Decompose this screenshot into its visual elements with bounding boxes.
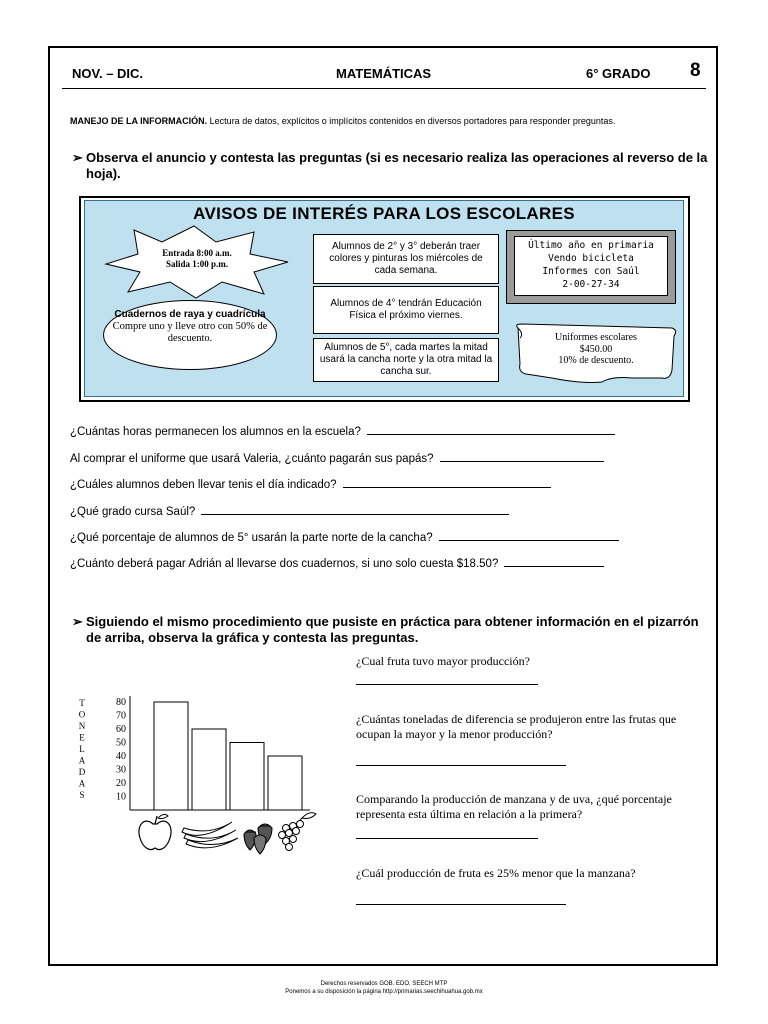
- question-5-text: ¿Qué porcentaje de alumnos de 5° usarán la parte norte de la cancha?: [70, 532, 433, 544]
- answer-line-4[interactable]: [201, 504, 509, 515]
- question-4-text: ¿Qué grado cursa Saúl?: [70, 506, 196, 518]
- bar-uva: [268, 756, 302, 810]
- y-axis-label-letter: L: [79, 744, 85, 754]
- fruit-production-chart: [60, 686, 350, 862]
- schedule-exit: Salida 1:00 p.m.: [165, 259, 228, 269]
- y-tick-label: 30: [116, 764, 126, 776]
- notebook-offer: [103, 300, 277, 370]
- graph-answer-line-2[interactable]: [356, 765, 566, 766]
- y-axis-label: [79, 698, 86, 800]
- notice-grade-2-3: Alumnos de 2° y 3° deberán traer colores y pinturas los miércoles de cada semana.: [313, 234, 499, 284]
- banana-icon: [182, 822, 238, 848]
- footer-copyright: Derechos reservados GOB. EDO. SEECH MTP: [320, 981, 448, 987]
- y-axis-label-letter: O: [78, 709, 86, 720]
- header-subject: MATEMÁTICAS: [336, 66, 432, 81]
- subtitle-topic: MANEJO DE LA INFORMACIÓN.: [70, 116, 208, 126]
- bar-plátano: [192, 729, 226, 810]
- y-tick-label: 60: [116, 724, 126, 735]
- apple-icon: [139, 814, 171, 849]
- answer-line-1[interactable]: [367, 424, 615, 435]
- instruction-2: [72, 614, 708, 646]
- grapes-icon: [279, 813, 317, 851]
- footer-website: Ponemos a su disposición la página http://primarias.seechihuahua.gob.mx: [285, 989, 483, 995]
- y-axis-label-letter: N: [78, 721, 86, 731]
- header-period: NOV. – DIC.: [72, 66, 144, 81]
- instruction-2-text: Siguiendo el mismo procedimiento que pusiste en práctica para obtener información en el pizarrón de arriba, observa la gráfica y contesta las preguntas.: [86, 614, 699, 645]
- question-1: [70, 424, 615, 438]
- y-ticks: [116, 697, 126, 803]
- bar-fresa: [230, 743, 264, 811]
- y-axis-label-letter: S: [79, 790, 85, 800]
- question-2-text: Al comprar el uniforme que usará Valeria, ¿cuánto pagarán sus papás?: [70, 453, 434, 465]
- schedule-text: [104, 248, 290, 270]
- bar-manzana: [154, 702, 188, 810]
- y-tick-label: 70: [116, 710, 126, 722]
- schedule-entry: Entrada 8:00 a.m.: [162, 248, 232, 258]
- bicycle-ad-line2: Vendo bicicleta: [548, 253, 634, 264]
- instruction-1-text: Observa el anuncio y contesta las preguntas (si es necesario realiza las operaciones al reverso de la hoja).: [86, 150, 708, 181]
- instruction-1: [72, 150, 708, 182]
- y-tick-label: 10: [116, 791, 126, 803]
- bars: [154, 702, 302, 810]
- subtitle: [70, 116, 615, 126]
- graph-answer-line-4[interactable]: [356, 904, 566, 905]
- y-axis-label-letter: D: [78, 767, 86, 777]
- header-divider: [62, 88, 706, 89]
- graph-answer-line-1[interactable]: [356, 684, 538, 685]
- question-1-text: ¿Cuántas horas permanecen los alumnos en la escuela?: [70, 426, 361, 438]
- y-axis-label-letter: E: [79, 732, 85, 743]
- graph-question-3: Comparando la producción de manzana y de uva, ¿qué porcentaje representa esta última en relación a la primera?: [356, 792, 672, 821]
- page-number: 8: [690, 60, 701, 81]
- bicycle-ad-line3: Informes con Saúl: [542, 266, 640, 277]
- subtitle-description: Lectura de datos, explícitos o implícitos contenidos en diversos portadores para responder preguntas.: [207, 116, 616, 126]
- graph-question-2: ¿Cuántas toneladas de diferencia se produjeron entre las frutas que ocupan la mayor y la menor producción?: [356, 712, 677, 741]
- bicycle-ad: [514, 236, 668, 296]
- header-grade: 6° GRADO: [586, 66, 651, 81]
- uniform-ad: [516, 332, 676, 367]
- y-axis-label-letter: A: [78, 778, 86, 789]
- notebook-offer-body: Compre uno y lleve otro con 50% de descuento.: [112, 321, 268, 344]
- y-tick-label: 50: [116, 737, 126, 749]
- fruit-icons: [139, 813, 316, 854]
- answer-line-5[interactable]: [439, 530, 619, 541]
- bicycle-ad-line4: 2-00-27-34: [562, 279, 620, 290]
- uniform-ad-discount: 10% de descuento.: [558, 355, 634, 366]
- y-tick-label: 40: [116, 751, 126, 762]
- answer-line-6[interactable]: [504, 556, 604, 567]
- answer-line-2[interactable]: [440, 451, 604, 462]
- strawberry-icon: [244, 824, 272, 854]
- y-tick-label: 80: [116, 697, 126, 708]
- y-axis-label-letter: A: [78, 755, 86, 766]
- question-3: [70, 477, 551, 491]
- notice-grade-5: Alumnos de 5°, cada martes la mitad usará la cancha norte y la otra mitad la cancha sur.: [313, 338, 499, 382]
- uniform-ad-line1: Uniformes escolares: [555, 332, 637, 343]
- y-axis-label-letter: T: [79, 698, 85, 708]
- answer-line-3[interactable]: [343, 477, 551, 488]
- bicycle-ad-line1: Último año en primaria: [528, 240, 654, 251]
- question-6-text: ¿Cuánto deberá pagar Adrián al llevarse dos cuadernos, si uno solo cuesta $18.50?: [70, 558, 499, 570]
- arrow-icon: ➢: [72, 614, 83, 629]
- uniform-ad-price: $450.00: [579, 343, 613, 355]
- notice-grade-4: Alumnos de 4° tendrán Educación Física el próximo viernes.: [313, 286, 499, 334]
- question-4: [70, 504, 509, 518]
- y-tick-label: 20: [116, 778, 126, 789]
- notebook-offer-title: Cuadernos de raya y cuadrícula: [114, 309, 266, 320]
- graph-question-4: ¿Cuál producción de fruta es 25% menor que la manzana?: [356, 866, 636, 880]
- graph-question-1: ¿Cual fruta tuvo mayor producción?: [356, 654, 530, 668]
- board-title: AVISOS DE INTERÉS PARA LOS ESCOLARES: [193, 204, 575, 223]
- question-6: [70, 556, 604, 570]
- question-5: [70, 530, 619, 544]
- question-3-text: ¿Cuáles alumnos deben llevar tenis el día indicado?: [70, 479, 337, 491]
- arrow-icon: ➢: [72, 150, 83, 165]
- graph-answer-line-3[interactable]: [356, 838, 538, 839]
- question-2: [70, 451, 604, 465]
